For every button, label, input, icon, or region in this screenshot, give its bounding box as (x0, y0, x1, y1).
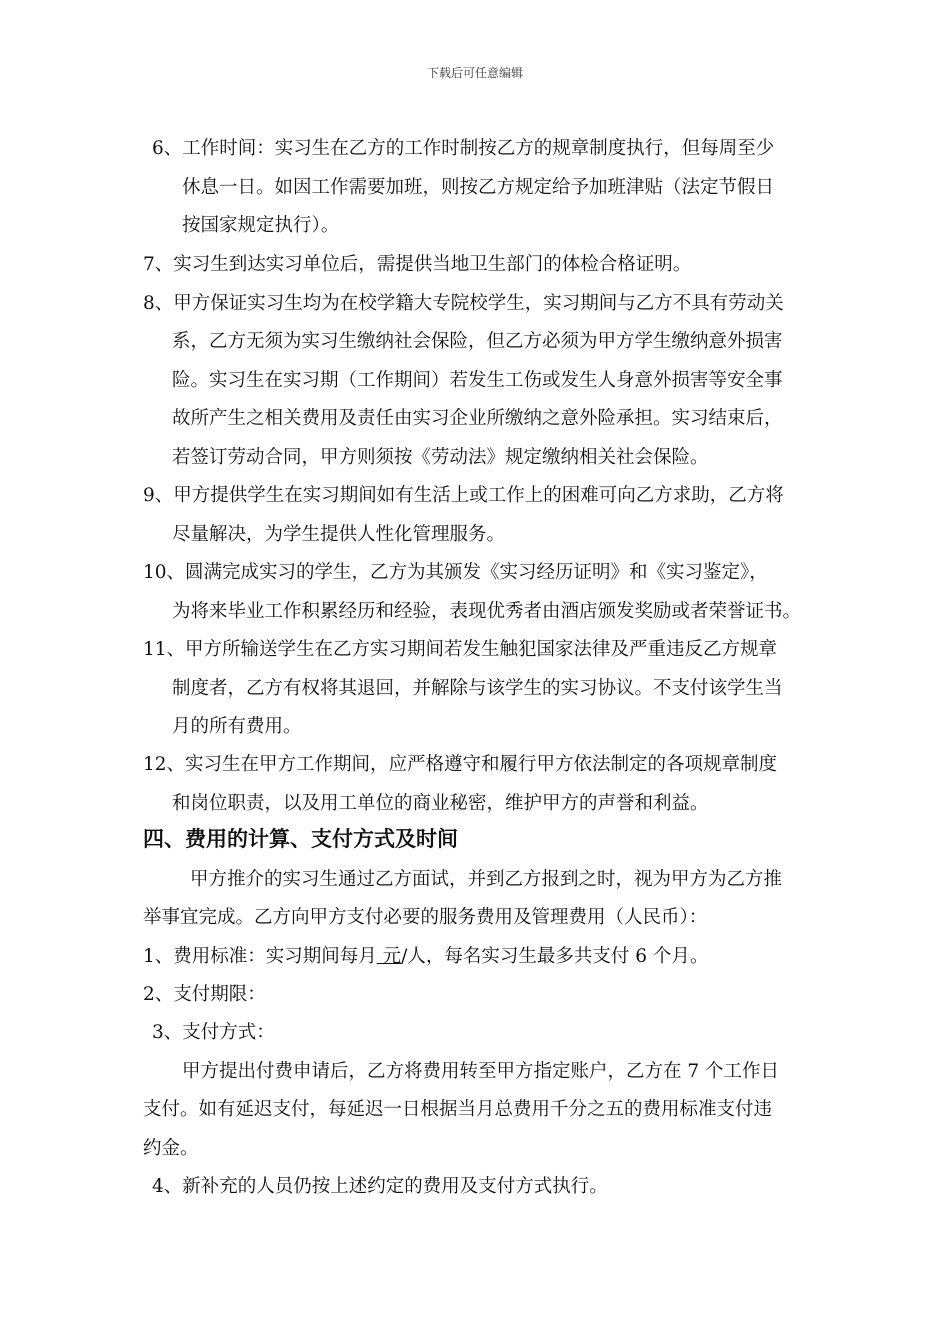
item-8-line-2: 系，乙方无须为实习生缴纳社会保险，但乙方必须为甲方学生缴纳意外损害 (172, 331, 783, 352)
section-4-intro-line-2: 举事宜完成。乙方向甲方支付必要的服务费用及管理费用（人民币）： (143, 907, 708, 928)
item-9-line-1: 9、甲方提供学生在实习期间如有生活上或工作上的困难可向乙方求助，乙方将 (143, 485, 784, 506)
payment-method-text-line-2: 支付。如有延迟支付，每延迟一日根据当月总费用千分之五的费用标准支付违 (143, 1099, 773, 1120)
item-12-line-2: 和岗位职责，以及用工单位的商业秘密，维护甲方的声誉和利益。 (172, 793, 709, 814)
fee-standard-line (143, 944, 708, 970)
item-9-line-2: 尽量解决，为学生提供人性化管理服务。 (172, 524, 506, 545)
item-8-line-4: 故所产生之相关费用及责任由实习企业所缴纳之意外险承担。实习结束后， (172, 408, 783, 429)
item-11-line-3: 月的所有费用。 (172, 716, 302, 737)
fee-standard-suffix: /人，每名实习生最多共支付 6 个月。 (401, 946, 709, 967)
item-6-line-3: 按国家规定执行）。 (182, 215, 340, 236)
fee-amount-blank: 元 (376, 946, 402, 967)
item-7-line-1: 7、实习生到达实习单位后，需提供当地卫生部门的体检合格证明。 (143, 254, 692, 275)
payment-method-text-line-3: 约金。 (143, 1138, 199, 1159)
item-11-line-1: 11、甲方所输送学生在乙方实习期间若发生触犯国家法律及严重违反乙方规章 (143, 639, 778, 660)
section-4-heading: 四、费用的计算、支付方式及时间 (143, 826, 458, 851)
item-6-line-1: 6、工作时间：实习生在乙方的工作时制按乙方的规章制度执行，但每周至少 (152, 138, 775, 159)
fee-standard-prefix: 1、费用标准：实习期间每月 (143, 946, 377, 967)
section-4-intro-line-1: 甲方推介的实习生通过乙方面试，并到乙方报到之时，视为甲方为乙方推 (190, 869, 783, 890)
item-8-line-1: 8、甲方保证实习生均为在校学籍大专院校学生，实习期间与乙方不具有劳动关 (143, 293, 784, 314)
payment-method-line: 3、支付方式： (152, 1022, 275, 1043)
item-10-line-2: 为将来毕业工作积累经历和经验，表现优秀者由酒店颁发奖励或者荣誉证书。 (172, 601, 802, 622)
item-11-line-2: 制度者，乙方有权将其退回，并解除与该学生的实习协议。不支付该学生当 (172, 678, 783, 699)
item-10-line-1: 10、圆满完成实习的学生，乙方为其颁发《实习经历证明》和《实习鉴定》， (143, 562, 768, 583)
payment-period-line: 2、支付期限： (143, 984, 266, 1005)
item-8-line-5: 若签订劳动合同，甲方则须按《劳动法》规定缴纳相关社会保险。 (172, 447, 709, 468)
payment-method-text-line-1: 甲方提出付费申请后，乙方将费用转至甲方指定账户，乙方在 7 个工作日 (182, 1061, 780, 1082)
new-staff-line: 4、新补充的人员仍按上述约定的费用及支付方式执行。 (152, 1176, 608, 1197)
item-6-line-2: 休息一日。如因工作需要加班，则按乙方规定给予加班津贴（法定节假日 (182, 177, 775, 198)
item-8-line-3: 险。实习生在实习期（工作期间）若发生工伤或发生人身意外损害等安全事 (172, 370, 783, 391)
page-header: 下载后可任意编辑 (426, 66, 523, 80)
item-12-line-1: 12、实习生在甲方工作期间，应严格遵守和履行甲方依法制定的各项规章制度 (143, 754, 778, 775)
